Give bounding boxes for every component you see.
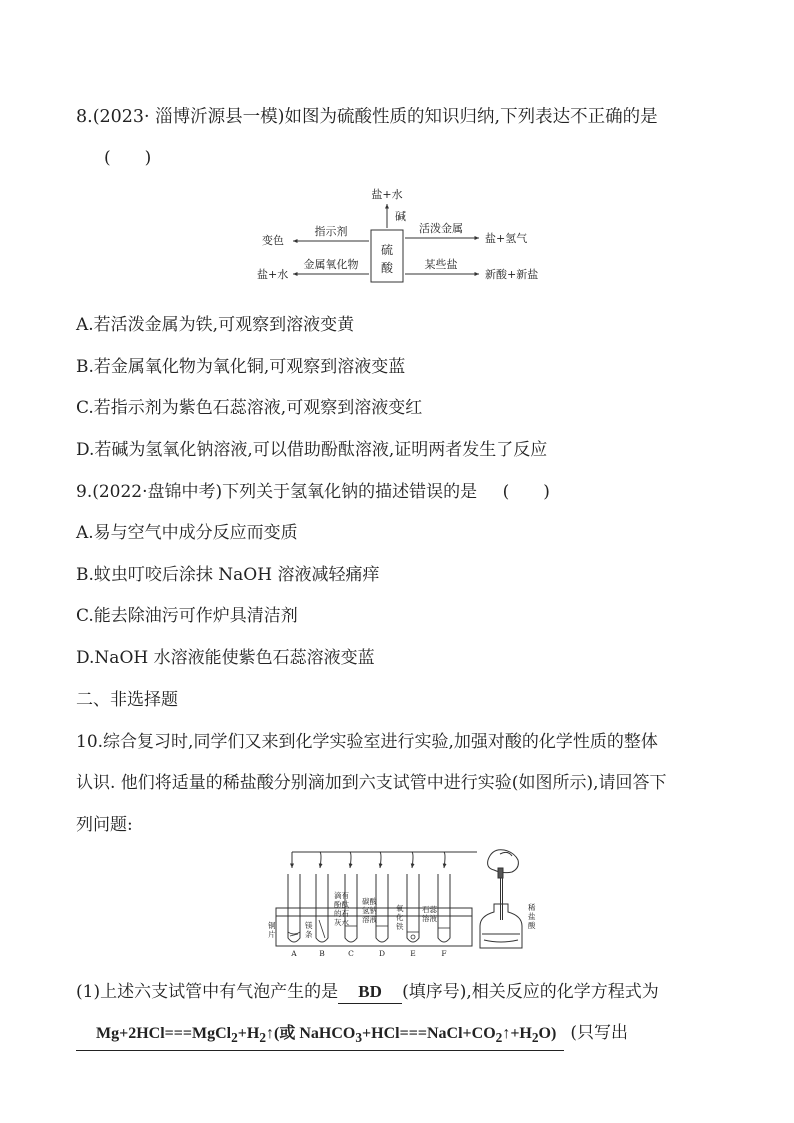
label-fe2o3-2: 化 xyxy=(396,913,404,922)
left-top-reagent: 指示剂 xyxy=(314,225,348,238)
q10-equation: $Mg+2HCl===MgCl_2+H_2↑$(或 $NaHCO_3+HCl===NaCl+CO_2↑+H_2O$) xyxy=(76,1022,564,1051)
test-tubes-figure xyxy=(262,846,552,958)
q10-stem-line-1: 10.综合复习时,同学们又来到化学实验室进行实验,加强对酸的化学性质的整体 xyxy=(76,732,658,752)
label-lime-4: 灰水 xyxy=(334,918,349,927)
tube-label-c: C xyxy=(348,949,354,958)
center-char-2: 酸 xyxy=(380,261,394,275)
q8-answer-paren: ( ) xyxy=(104,148,152,168)
label-copper-1: 铜 xyxy=(268,921,276,930)
label-acid-1: 稀 xyxy=(528,903,536,912)
label-nahco3-2: 氢钠 xyxy=(362,906,377,915)
q8-stem: 8.(2023· 淄博沂源县一模)如图为硫酸性质的知识归纳,下列表达不正确的是 xyxy=(76,107,658,127)
sulfuric-acid-diagram xyxy=(255,184,545,288)
label-mg-2: 条 xyxy=(305,930,313,939)
q10-equation-line xyxy=(76,1021,628,1051)
right-bottom-result: 新酸+新盐 xyxy=(485,268,539,281)
dropping-arrows xyxy=(292,852,477,868)
label-acid-3: 酸 xyxy=(528,921,536,930)
q8-option-b: B.若金属氧化物为氧化铜,可观察到溶液变蓝 xyxy=(76,357,406,377)
q10-stem-line-2: 认识. 他们将适量的稀盐酸分别滴加到六支试管中进行实验(如图所示),请回答下 xyxy=(76,773,667,793)
q9-stem-line xyxy=(76,480,550,504)
left-top-result: 变色 xyxy=(262,234,284,247)
q8-option-a: A.若活泼金属为铁,可观察到溶液变黄 xyxy=(76,315,355,335)
label-mg-1: 镁 xyxy=(305,921,313,930)
q9-stem: 9.(2022·盘锦中考)下列关于氢氧化钠的描述错误的是 xyxy=(76,482,478,502)
q9-option-a: A.易与空气中成分反应而变质 xyxy=(76,523,298,543)
left-bottom-reagent: 金属氧化物 xyxy=(303,258,359,271)
right-bottom-reagent: 某些盐 xyxy=(424,258,458,271)
tube-label-a: A xyxy=(291,949,297,958)
tube-label-e: E xyxy=(410,949,416,958)
label-lime-2: 酚酞 xyxy=(334,900,349,909)
label-acid-2: 盐 xyxy=(528,912,536,921)
q9-option-d: D.NaOH 水溶液能使紫色石蕊溶液变蓝 xyxy=(76,648,375,668)
q8-option-c: C.若指示剂为紫色石蕊溶液,可观察到溶液变红 xyxy=(76,398,423,418)
tube-label-d: D xyxy=(378,949,386,958)
tube-label-f: F xyxy=(441,949,447,958)
q10-part1-answer: BD xyxy=(338,981,402,1004)
left-bottom-result: 盐+水 xyxy=(257,268,289,281)
top-reagent: 碱 xyxy=(395,210,406,223)
label-copper-2: 片 xyxy=(268,930,276,939)
q8-option-d: D.若碱为氢氧化钠溶液,可以借助酚酞溶液,证明两者发生了反应 xyxy=(76,440,548,460)
q9-option-c: C.能去除油污可作炉具清洁剂 xyxy=(76,606,298,626)
top-result: 盐+水 xyxy=(371,188,403,201)
q10-part1-line xyxy=(76,980,659,1004)
label-lime-1: 滴有 xyxy=(334,891,349,900)
label-nahco3-3: 溶液 xyxy=(362,915,377,924)
right-top-reagent: 活泼金属 xyxy=(419,222,463,235)
q9-answer-paren: ( ) xyxy=(502,482,550,502)
q10-stem-line-3: 列问题: xyxy=(76,815,133,835)
right-top-result: 盐+氢气 xyxy=(485,232,528,245)
label-lime-3: 的石 xyxy=(334,909,349,918)
hand-dropper xyxy=(488,850,519,920)
tube-label-b: B xyxy=(319,949,325,958)
label-fe2o3-1: 氧 xyxy=(396,904,404,913)
q10-part1-suffix: (填序号),相关反应的化学方程式为 xyxy=(402,982,659,1002)
q10-part1-prefix: (1)上述六支试管中有气泡产生的是 xyxy=(76,982,339,1002)
center-char-1: 硫 xyxy=(380,243,394,257)
label-litmus-1: 石蕊 xyxy=(422,905,437,914)
section-heading: 二、非选择题 xyxy=(76,690,178,710)
label-litmus-2: 溶液 xyxy=(422,914,437,923)
label-fe2o3-3: 铁 xyxy=(396,922,404,931)
q9-option-b: B.蚊虫叮咬后涂抹 NaOH 溶液减轻痛痒 xyxy=(76,565,380,585)
label-nahco3-1: 碳酸 xyxy=(362,897,377,906)
q10-equation-tail: (只写出 xyxy=(570,1023,628,1043)
